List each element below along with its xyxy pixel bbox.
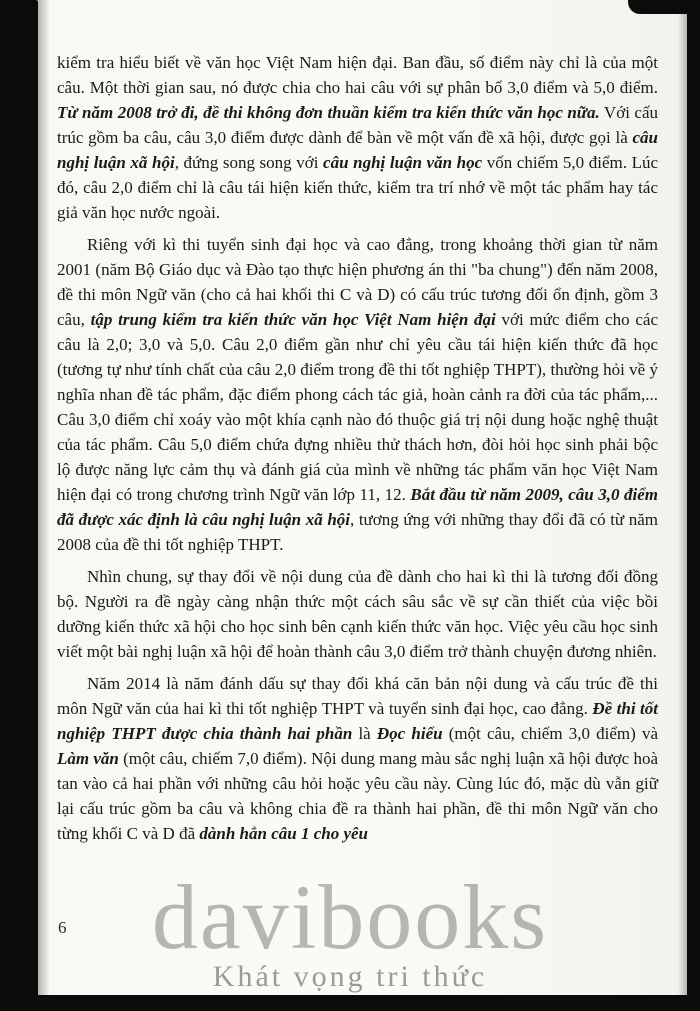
paragraph bbox=[57, 671, 658, 846]
emphasis-text: câu nghị luận văn học bbox=[323, 153, 483, 172]
body-text: Với cấu trúc gồm ba câu, câu 3,0 điểm được dành để bàn về một vấn đề xã hội, được gọi là bbox=[57, 103, 658, 147]
body-text: (một câu, chiếm 7,0 điểm). Nội dung mang màu sắc nghị luận xã hội được hoà tan vào cả hai phần với những câu hỏi hoặc yêu cầu này. Cùng lúc đó, mặc dù vẫn giữ lại cấu trúc gồm ba câu và không chia đề ra thành hai phần, đề thi môn Ngữ văn cho từng khối C và D đã bbox=[57, 749, 659, 843]
body-text: , tương ứng với những thay đổi đã có từ năm 2008 của đề thi tốt nghiệp THPT. bbox=[57, 510, 658, 554]
scan-edge-bottom bbox=[0, 995, 700, 1011]
body-text: Nhìn chung, sự thay đổi về nội dung của đề dành cho hai kì thi là tương đối đồng bộ. Người ra đề ngày càng nhận thức một cách sâu sắc về sự cần thiết của việc bồi dưỡng kiến thức xã hội cho học sinh bên cạnh kiến thức văn học. Việc yêu cầu học sinh viết một bài nghị luận xã hội để hoàn thành câu 3,0 điểm trở thành chuyện đương nhiên. bbox=[57, 567, 658, 661]
watermark bbox=[0, 866, 700, 994]
paragraph bbox=[57, 564, 658, 664]
body-text: Năm 2014 là năm đánh dấu sự thay đổi khá căn bản nội dung và cấu trúc đề thi môn Ngữ văn của hai kì thi tốt nghiệp THPT và tuyển sinh đại học, cao đẳng. bbox=[57, 674, 658, 718]
scan-edge-top-right bbox=[628, 0, 700, 14]
emphasis-text: câu nghị luận xã hội bbox=[57, 128, 658, 172]
emphasis-text: Bắt đầu từ năm 2009, câu 3,0 điểm đã được xác định là câu nghị luận xã hội bbox=[57, 485, 658, 529]
scan-edge-right bbox=[687, 0, 700, 1011]
text-block bbox=[57, 50, 658, 853]
emphasis-text: Làm văn bbox=[57, 749, 119, 768]
emphasis-text: Đọc hiểu bbox=[376, 724, 443, 743]
emphasis-text: tập trung kiểm tra kiến thức văn học Việt Nam hiện đại bbox=[90, 310, 496, 329]
paragraph bbox=[57, 232, 658, 557]
body-text: Riêng với kì thi tuyển sinh đại học và cao đẳng, trong khoảng thời gian từ năm 2001 (năm Bộ Giáo dục và Đào tạo thực hiện phương án thi "ba chung") đến năm 2008, đề thi môn Ngữ văn (cho cả hai khối thi C và D) có cấu trúc tương đối ổn định, gồm 3 câu, bbox=[57, 235, 658, 329]
body-text: vốn chiếm 5,0 điểm. Lúc đó, câu 2,0 điểm chỉ là câu tái hiện kiến thức, kiểm tra trí nhớ về một tác phẩm hay tác giả văn học nước ngoài. bbox=[57, 153, 658, 222]
page-number: 6 bbox=[58, 918, 67, 937]
body-text: là bbox=[352, 724, 377, 743]
emphasis-text: dành hẳn câu 1 cho yêu bbox=[199, 824, 368, 843]
watermark-logo: davibooks bbox=[151, 866, 549, 968]
body-text: kiểm tra hiểu biết về văn học Việt Nam hiện đại. Ban đầu, số điểm này chỉ là của một câu. Một thời gian sau, nó được chia cho hai câu với sự phân bố 3,0 điểm và 5,0 điểm. bbox=[57, 53, 658, 97]
body-text: (một câu, chiếm 3,0 điểm) và bbox=[442, 724, 658, 743]
paragraph bbox=[57, 50, 658, 225]
scan-edge-left bbox=[0, 0, 38, 1011]
emphasis-text: Đề thi tốt nghiệp THPT được chia thành hai phần bbox=[57, 699, 658, 743]
body-text: , đứng song song với bbox=[174, 153, 324, 172]
watermark-slogan: Khát vọng tri thức bbox=[212, 960, 488, 993]
emphasis-text: Từ năm 2008 trở đi, đề thi không đơn thuần kiểm tra kiến thức văn học nữa. bbox=[57, 103, 600, 122]
body-text: với mức điểm cho các câu là 2,0; 3,0 và 5,0. Câu 2,0 điểm gần như chỉ yêu cầu tái hiện kiến thức đã học (tương tự như tính chất của câu 2,0 điểm trong đề thi tốt nghiệp THPT), thường hỏi về ý nghĩa nhan đề tác phẩm, đặc điểm phong cách tác giả, hoàn cảnh ra đời của tác phẩm,... Câu 3,0 điểm chỉ xoáy vào một khía cạnh nào đó thuộc giá trị nội dung hoặc nghệ thuật của tác phẩm. Câu 5,0 điểm chứa đựng nhiều thử thách hơn, đòi hỏi học sinh phải bộc lộ được năng lực cảm thụ và đánh giá của mình về những tác phẩm văn học Việt Nam hiện đại có trong chương trình Ngữ văn lớp 11, 12. bbox=[57, 310, 658, 504]
